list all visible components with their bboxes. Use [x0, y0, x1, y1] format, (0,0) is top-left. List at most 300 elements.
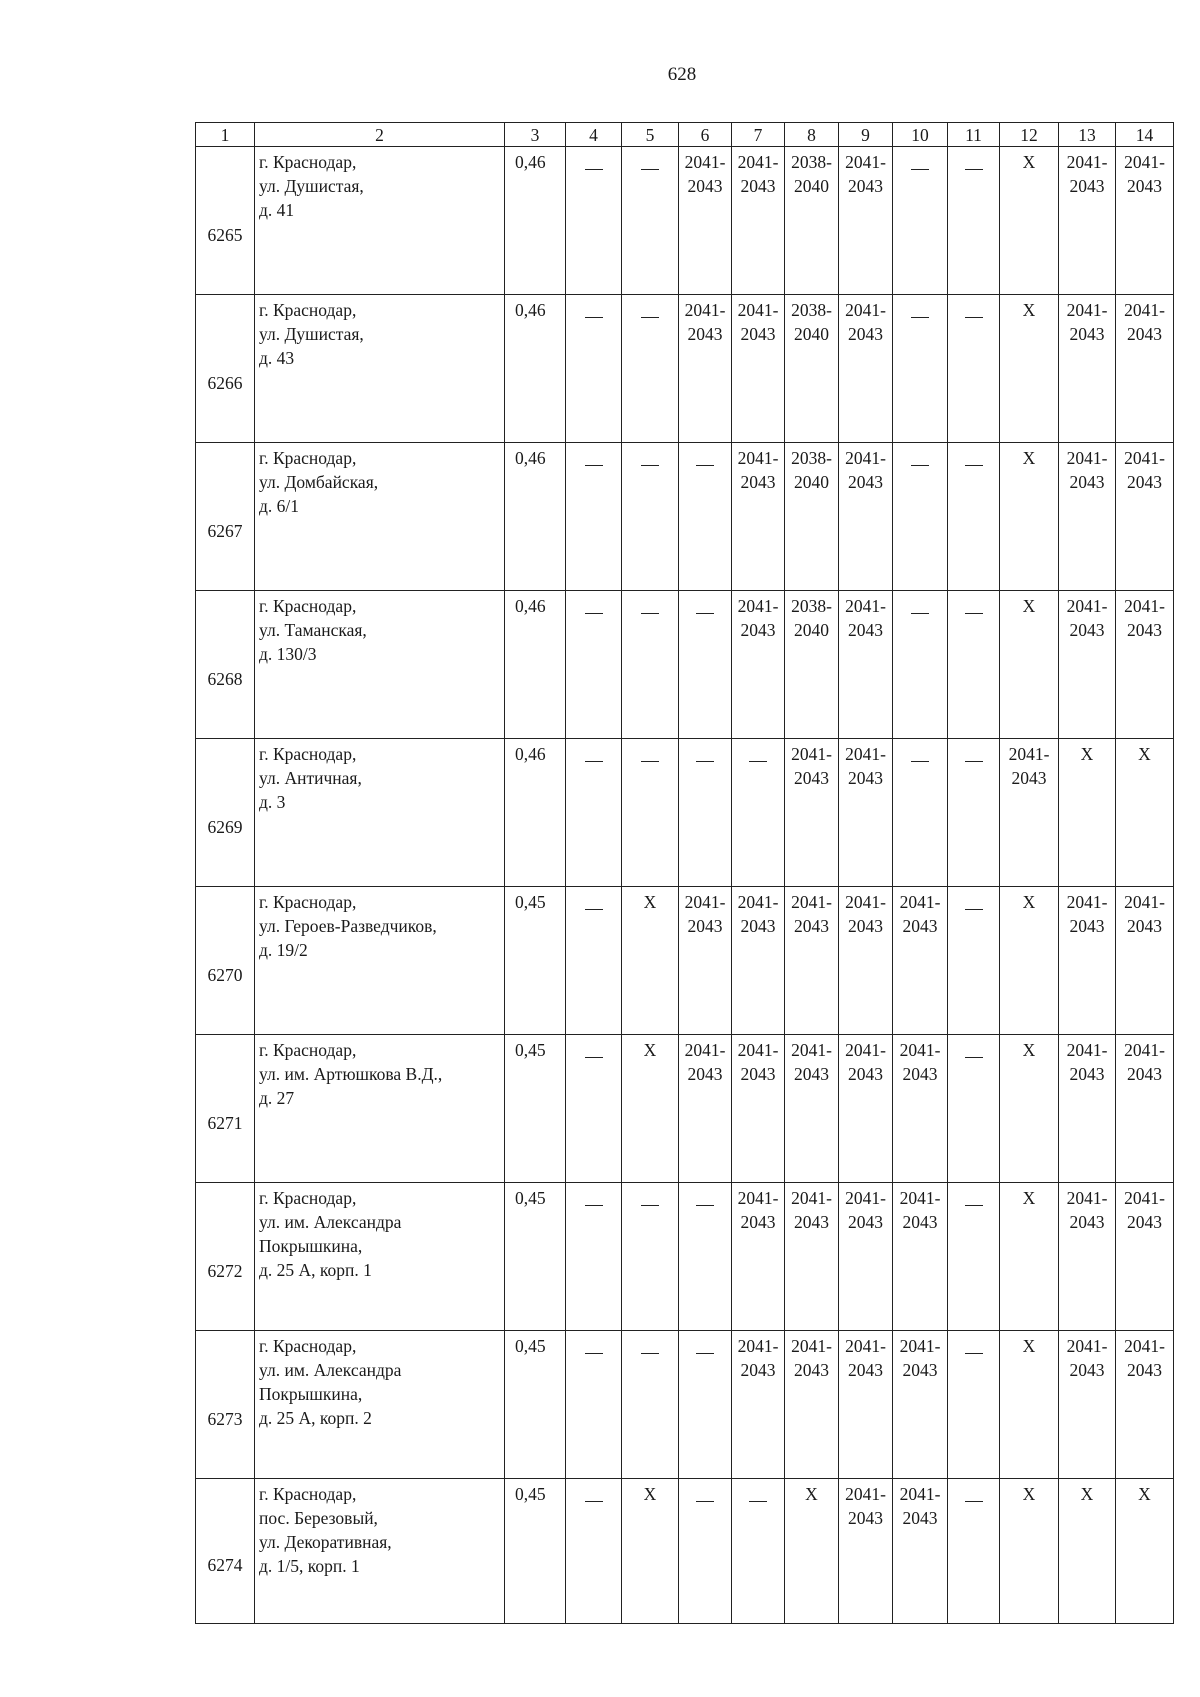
table-row — [196, 1183, 1174, 1331]
dash-mark — [965, 1501, 983, 1502]
dash-mark — [696, 1205, 714, 1206]
value-text: 2041- 2043 — [791, 1188, 832, 1232]
address-line: ул. Душистая, — [259, 176, 364, 196]
row-number-text: 6272 — [207, 1260, 243, 1281]
value-cell-col-5 — [622, 443, 679, 591]
value-text: 2041- 2043 — [1066, 1040, 1108, 1084]
address-cell — [255, 443, 505, 591]
value-text: 2041- 2043 — [737, 152, 779, 196]
value-text: 2041- 2043 — [845, 1336, 886, 1380]
value-cell-col-14 — [1116, 1479, 1174, 1624]
value-text: 2041- 2043 — [684, 300, 726, 344]
coefficient-cell: 0,46 — [505, 443, 566, 591]
value-cell-col-10 — [893, 739, 948, 887]
value-text: 2041- 2043 — [791, 744, 832, 788]
address-line: г. Краснодар, — [259, 152, 357, 172]
value-cell-col-5 — [622, 591, 679, 739]
dash-mark — [641, 465, 659, 466]
dash-mark — [965, 465, 983, 466]
value-text: X — [1138, 1484, 1151, 1504]
value-text: X — [1022, 596, 1036, 616]
value-cell-col-6 — [679, 1479, 732, 1624]
value-text: 2041- 2043 — [1124, 596, 1165, 640]
column-header-9: 9 — [839, 123, 893, 147]
value-text: 2041- 2043 — [899, 1336, 941, 1380]
value-text: X — [1022, 892, 1036, 912]
table-row — [196, 739, 1174, 887]
value-cell-col-11 — [948, 887, 1000, 1035]
value-cell-col-13 — [1059, 1183, 1116, 1331]
value-cell-col-4 — [566, 1035, 622, 1183]
table-row — [196, 443, 1174, 591]
value-text: X — [1022, 1040, 1036, 1060]
value-cell-col-7 — [732, 739, 785, 887]
header-row — [196, 123, 1174, 147]
value-cell-col-7 — [732, 591, 785, 739]
column-header-12: 12 — [1000, 123, 1059, 147]
value-cell-col-11 — [948, 739, 1000, 887]
coefficient-cell: 0,45 — [505, 887, 566, 1035]
value-cell-col-9 — [839, 1035, 893, 1183]
value-text: X — [1022, 152, 1036, 172]
value-text: 2041- 2043 — [791, 1040, 832, 1084]
value-cell-col-14 — [1116, 1183, 1174, 1331]
address-line: г. Краснодар, — [259, 1484, 357, 1504]
value-cell-col-11 — [948, 1331, 1000, 1479]
address-line: пос. Березовый, — [259, 1508, 378, 1528]
address-line: д. 41 — [259, 200, 295, 220]
row-number — [196, 887, 255, 1035]
address-line: г. Краснодар, — [259, 1040, 357, 1060]
value-cell-col-11 — [948, 443, 1000, 591]
value-cell-col-5 — [622, 739, 679, 887]
address-line: г. Краснодар, — [259, 1336, 357, 1356]
coefficient-cell: 0,46 — [505, 591, 566, 739]
value-text: 2041- 2043 — [899, 1484, 941, 1528]
row-number — [196, 739, 255, 887]
dash-mark — [696, 465, 714, 466]
value-text: X — [643, 1040, 657, 1060]
value-cell-col-13 — [1059, 1331, 1116, 1479]
value-cell-col-4 — [566, 443, 622, 591]
value-cell-col-10 — [893, 443, 948, 591]
coefficient-cell: 0,46 — [505, 147, 566, 295]
value-text: 2041- 2043 — [845, 448, 886, 492]
value-cell-col-12 — [1000, 147, 1059, 295]
value-cell-col-5 — [622, 1035, 679, 1183]
value-cell-col-11 — [948, 295, 1000, 443]
value-text: 2041- 2043 — [684, 892, 726, 936]
value-cell-col-14 — [1116, 1331, 1174, 1479]
value-cell-col-5 — [622, 1331, 679, 1479]
dash-mark — [911, 465, 929, 466]
value-cell-col-8 — [785, 739, 839, 887]
dash-mark — [585, 465, 603, 466]
row-number — [196, 1035, 255, 1183]
address-cell — [255, 1183, 505, 1331]
value-text: 2041- 2043 — [737, 1188, 779, 1232]
column-header-8: 8 — [785, 123, 839, 147]
value-cell-col-14 — [1116, 295, 1174, 443]
value-cell-col-8 — [785, 1479, 839, 1624]
row-number — [196, 295, 255, 443]
value-cell-col-7 — [732, 443, 785, 591]
value-cell-col-7 — [732, 1331, 785, 1479]
address-cell — [255, 147, 505, 295]
dash-mark — [585, 1353, 603, 1354]
address-line: д. 6/1 — [259, 496, 300, 516]
value-cell-col-13 — [1059, 739, 1116, 887]
row-number-text: 6265 — [207, 224, 243, 245]
row-number — [196, 1331, 255, 1479]
value-cell-col-8 — [785, 443, 839, 591]
address-cell — [255, 739, 505, 887]
address-line: ул. Душистая, — [259, 324, 364, 344]
value-text: X — [1138, 744, 1151, 764]
row-number — [196, 591, 255, 739]
value-cell-col-11 — [948, 1183, 1000, 1331]
value-cell-col-13 — [1059, 295, 1116, 443]
value-cell-col-9 — [839, 1183, 893, 1331]
value-cell-col-13 — [1059, 147, 1116, 295]
value-cell-col-13 — [1059, 1479, 1116, 1624]
value-cell-col-10 — [893, 147, 948, 295]
address-line: Покрышкина, — [259, 1236, 363, 1256]
dash-mark — [965, 761, 983, 762]
column-header-10: 10 — [893, 123, 948, 147]
value-text: 2041- 2043 — [737, 448, 779, 492]
value-cell-col-10 — [893, 1035, 948, 1183]
value-cell-col-12 — [1000, 1331, 1059, 1479]
dash-mark — [641, 761, 659, 762]
page-number: 628 — [667, 64, 697, 85]
value-cell-col-14 — [1116, 739, 1174, 887]
row-number-text: 6274 — [207, 1555, 243, 1575]
value-cell-col-5 — [622, 147, 679, 295]
value-text: 2041- 2043 — [845, 744, 886, 788]
dash-mark — [585, 1057, 603, 1058]
table-row — [196, 1479, 1174, 1624]
value-text: 2041- 2043 — [1066, 892, 1108, 936]
value-cell-col-9 — [839, 443, 893, 591]
value-text: 2041- 2043 — [791, 892, 832, 936]
value-cell-col-12 — [1000, 295, 1059, 443]
address-cell — [255, 1479, 505, 1624]
value-text: 2041- 2043 — [684, 1040, 726, 1084]
value-cell-col-4 — [566, 1183, 622, 1331]
value-cell-col-9 — [839, 887, 893, 1035]
address-line: д. 19/2 — [259, 940, 308, 960]
value-text: 2041- 2043 — [1066, 1188, 1108, 1232]
value-cell-col-13 — [1059, 591, 1116, 739]
address-line: д. 1/5, корп. 1 — [259, 1556, 360, 1576]
dash-mark — [911, 317, 929, 318]
value-cell-col-14 — [1116, 591, 1174, 739]
table-row — [196, 295, 1174, 443]
value-text: 2041- 2043 — [1066, 300, 1108, 344]
value-cell-col-11 — [948, 147, 1000, 295]
row-number — [196, 1479, 255, 1624]
dash-mark — [585, 317, 603, 318]
value-cell-col-9 — [839, 739, 893, 887]
dash-mark — [696, 1353, 714, 1354]
value-text: 2041- 2043 — [1008, 744, 1050, 788]
address-line: ул. им. Александра — [259, 1212, 402, 1232]
coefficient-cell: 0,45 — [505, 1331, 566, 1479]
dash-mark — [911, 613, 929, 614]
value-text: 2041- 2043 — [845, 892, 886, 936]
row-number-text: 6268 — [207, 668, 243, 689]
value-cell-col-11 — [948, 1479, 1000, 1624]
row-number-text: 6269 — [207, 816, 243, 837]
value-cell-col-12 — [1000, 887, 1059, 1035]
value-cell-col-10 — [893, 295, 948, 443]
value-cell-col-12 — [1000, 1183, 1059, 1331]
dash-mark — [749, 761, 767, 762]
value-cell-col-8 — [785, 147, 839, 295]
value-text: 2041- 2043 — [1124, 1336, 1165, 1380]
dash-mark — [585, 1501, 603, 1502]
value-cell-col-11 — [948, 1035, 1000, 1183]
value-text: 2041- 2043 — [737, 1040, 779, 1084]
value-cell-col-10 — [893, 1479, 948, 1624]
dash-mark — [641, 1353, 659, 1354]
column-header-4: 4 — [566, 123, 622, 147]
value-cell-col-12 — [1000, 739, 1059, 887]
value-cell-col-5 — [622, 887, 679, 1035]
value-text: 2038- 2040 — [791, 596, 832, 640]
coefficient-cell: 0,46 — [505, 739, 566, 887]
address-line: г. Краснодар, — [259, 892, 357, 912]
address-cell — [255, 1035, 505, 1183]
value-cell-col-5 — [622, 1479, 679, 1624]
value-cell-col-8 — [785, 1183, 839, 1331]
value-text: 2041- 2043 — [845, 300, 886, 344]
value-text: 2041- 2043 — [1124, 448, 1165, 492]
value-cell-col-14 — [1116, 1035, 1174, 1183]
row-number — [196, 1183, 255, 1331]
column-header-14: 14 — [1116, 123, 1174, 147]
value-text: 2038- 2040 — [791, 448, 832, 492]
value-text: 2038- 2040 — [791, 300, 832, 344]
column-header-11: 11 — [948, 123, 1000, 147]
value-cell-col-7 — [732, 147, 785, 295]
value-cell-col-8 — [785, 591, 839, 739]
value-cell-col-4 — [566, 1331, 622, 1479]
dash-mark — [965, 1057, 983, 1058]
coefficient-cell: 0,46 — [505, 295, 566, 443]
value-cell-col-12 — [1000, 591, 1059, 739]
address-line: Покрышкина, — [259, 1384, 363, 1404]
value-cell-col-7 — [732, 1183, 785, 1331]
register-table — [195, 122, 1174, 1624]
value-cell-col-13 — [1059, 1035, 1116, 1183]
coefficient-cell: 0,45 — [505, 1479, 566, 1624]
value-cell-col-9 — [839, 147, 893, 295]
row-number-text: 6266 — [207, 372, 243, 393]
address-line: д. 130/3 — [259, 644, 317, 664]
value-cell-col-10 — [893, 591, 948, 739]
column-header-5: 5 — [622, 123, 679, 147]
value-cell-col-6 — [679, 1183, 732, 1331]
value-text: 2041- 2043 — [899, 1040, 941, 1084]
value-text: 2041- 2043 — [1124, 1188, 1165, 1232]
address-line: г. Краснодар, — [259, 448, 357, 468]
value-cell-col-9 — [839, 1331, 893, 1479]
value-cell-col-5 — [622, 295, 679, 443]
table-row — [196, 591, 1174, 739]
value-text: 2041- 2043 — [1124, 892, 1165, 936]
address-line: д. 3 — [259, 792, 286, 812]
address-line: д. 27 — [259, 1088, 295, 1108]
value-cell-col-14 — [1116, 147, 1174, 295]
address-line: г. Краснодар, — [259, 596, 357, 616]
value-cell-col-6 — [679, 295, 732, 443]
column-header-13: 13 — [1059, 123, 1116, 147]
dash-mark — [585, 613, 603, 614]
value-cell-col-8 — [785, 295, 839, 443]
dash-mark — [749, 1501, 767, 1502]
dash-mark — [585, 909, 603, 910]
value-cell-col-12 — [1000, 1035, 1059, 1183]
column-header-6: 6 — [679, 123, 732, 147]
value-text: X — [1022, 1188, 1036, 1208]
value-cell-col-4 — [566, 591, 622, 739]
value-text: 2041- 2043 — [737, 596, 779, 640]
value-cell-col-4 — [566, 739, 622, 887]
value-text: X — [805, 1484, 818, 1504]
address-line: д. 25 А, корп. 2 — [259, 1408, 372, 1428]
value-text: 2038- 2040 — [791, 152, 832, 196]
row-number — [196, 147, 255, 295]
value-cell-col-7 — [732, 295, 785, 443]
value-text: 2041- 2043 — [1066, 152, 1108, 196]
value-text: 2041- 2043 — [1066, 596, 1108, 640]
dash-mark — [965, 909, 983, 910]
value-text: 2041- 2043 — [845, 1484, 886, 1528]
value-cell-col-4 — [566, 887, 622, 1035]
value-cell-col-10 — [893, 1183, 948, 1331]
dash-mark — [965, 1205, 983, 1206]
value-cell-col-6 — [679, 739, 732, 887]
value-text: 2041- 2043 — [1066, 448, 1108, 492]
address-line: д. 43 — [259, 348, 295, 368]
dash-mark — [585, 1205, 603, 1206]
value-cell-col-6 — [679, 1331, 732, 1479]
value-cell-col-4 — [566, 1479, 622, 1624]
dash-mark — [965, 1353, 983, 1354]
value-cell-col-10 — [893, 1331, 948, 1479]
value-text: 2041- 2043 — [1066, 1336, 1108, 1380]
value-cell-col-7 — [732, 887, 785, 1035]
value-text: 2041- 2043 — [899, 892, 941, 936]
address-line: ул. Античная, — [259, 768, 362, 788]
value-text: X — [1080, 744, 1094, 764]
address-line: г. Краснодар, — [259, 300, 357, 320]
value-text: X — [643, 1484, 657, 1504]
dash-mark — [965, 317, 983, 318]
value-text: 2041- 2043 — [845, 596, 886, 640]
table-row — [196, 887, 1174, 1035]
table-row — [196, 1035, 1174, 1183]
value-cell-col-8 — [785, 887, 839, 1035]
value-cell-col-6 — [679, 887, 732, 1035]
value-text: X — [1022, 448, 1036, 468]
dash-mark — [965, 613, 983, 614]
value-cell-col-12 — [1000, 443, 1059, 591]
dash-mark — [911, 761, 929, 762]
dash-mark — [585, 169, 603, 170]
column-header-3: 3 — [505, 123, 566, 147]
column-header-1: 1 — [196, 123, 255, 147]
dash-mark — [641, 1205, 659, 1206]
value-cell-col-9 — [839, 1479, 893, 1624]
value-text: 2041- 2043 — [1124, 1040, 1165, 1084]
value-cell-col-9 — [839, 295, 893, 443]
address-line: г. Краснодар, — [259, 1188, 357, 1208]
dash-mark — [585, 761, 603, 762]
value-text: 2041- 2043 — [845, 152, 886, 196]
value-cell-col-7 — [732, 1479, 785, 1624]
coefficient-cell: 0,45 — [505, 1035, 566, 1183]
row-number-text: 6271 — [207, 1112, 243, 1133]
column-header-7: 7 — [732, 123, 785, 147]
value-text: X — [1080, 1484, 1094, 1504]
value-cell-col-6 — [679, 147, 732, 295]
address-line: д. 25 А, корп. 1 — [259, 1260, 372, 1280]
address-line: ул. Декоративная, — [259, 1532, 392, 1552]
value-text: 2041- 2043 — [845, 1188, 886, 1232]
value-text: 2041- 2043 — [845, 1040, 886, 1084]
value-cell-col-13 — [1059, 443, 1116, 591]
address-cell — [255, 887, 505, 1035]
address-cell — [255, 295, 505, 443]
value-cell-col-5 — [622, 1183, 679, 1331]
column-header-2: 2 — [255, 123, 505, 147]
value-cell-col-6 — [679, 443, 732, 591]
address-cell — [255, 591, 505, 739]
dash-mark — [641, 169, 659, 170]
dash-mark — [641, 613, 659, 614]
value-text: 2041- 2043 — [791, 1336, 832, 1380]
value-cell-col-6 — [679, 1035, 732, 1183]
value-cell-col-12 — [1000, 1479, 1059, 1624]
value-text: 2041- 2043 — [737, 1336, 779, 1380]
coefficient-cell: 0,45 — [505, 1183, 566, 1331]
value-cell-col-14 — [1116, 887, 1174, 1035]
value-text: X — [1022, 300, 1036, 320]
value-text: 2041- 2043 — [1124, 300, 1165, 344]
value-text: 2041- 2043 — [899, 1188, 941, 1232]
value-text: 2041- 2043 — [737, 892, 779, 936]
value-text: X — [1022, 1484, 1036, 1504]
row-number-text: 6273 — [207, 1408, 243, 1429]
value-cell-col-11 — [948, 591, 1000, 739]
value-text: 2041- 2043 — [1124, 152, 1165, 196]
row-number — [196, 443, 255, 591]
address-line: ул. им. Артюшкова В.Д., — [259, 1064, 443, 1084]
value-cell-col-8 — [785, 1035, 839, 1183]
address-line: ул. Домбайская, — [259, 472, 379, 492]
value-cell-col-14 — [1116, 443, 1174, 591]
value-text: X — [643, 892, 657, 912]
value-cell-col-7 — [732, 1035, 785, 1183]
value-cell-col-9 — [839, 591, 893, 739]
row-number-text: 6270 — [207, 964, 243, 985]
dash-mark — [696, 1501, 714, 1502]
value-cell-col-4 — [566, 295, 622, 443]
dash-mark — [641, 317, 659, 318]
